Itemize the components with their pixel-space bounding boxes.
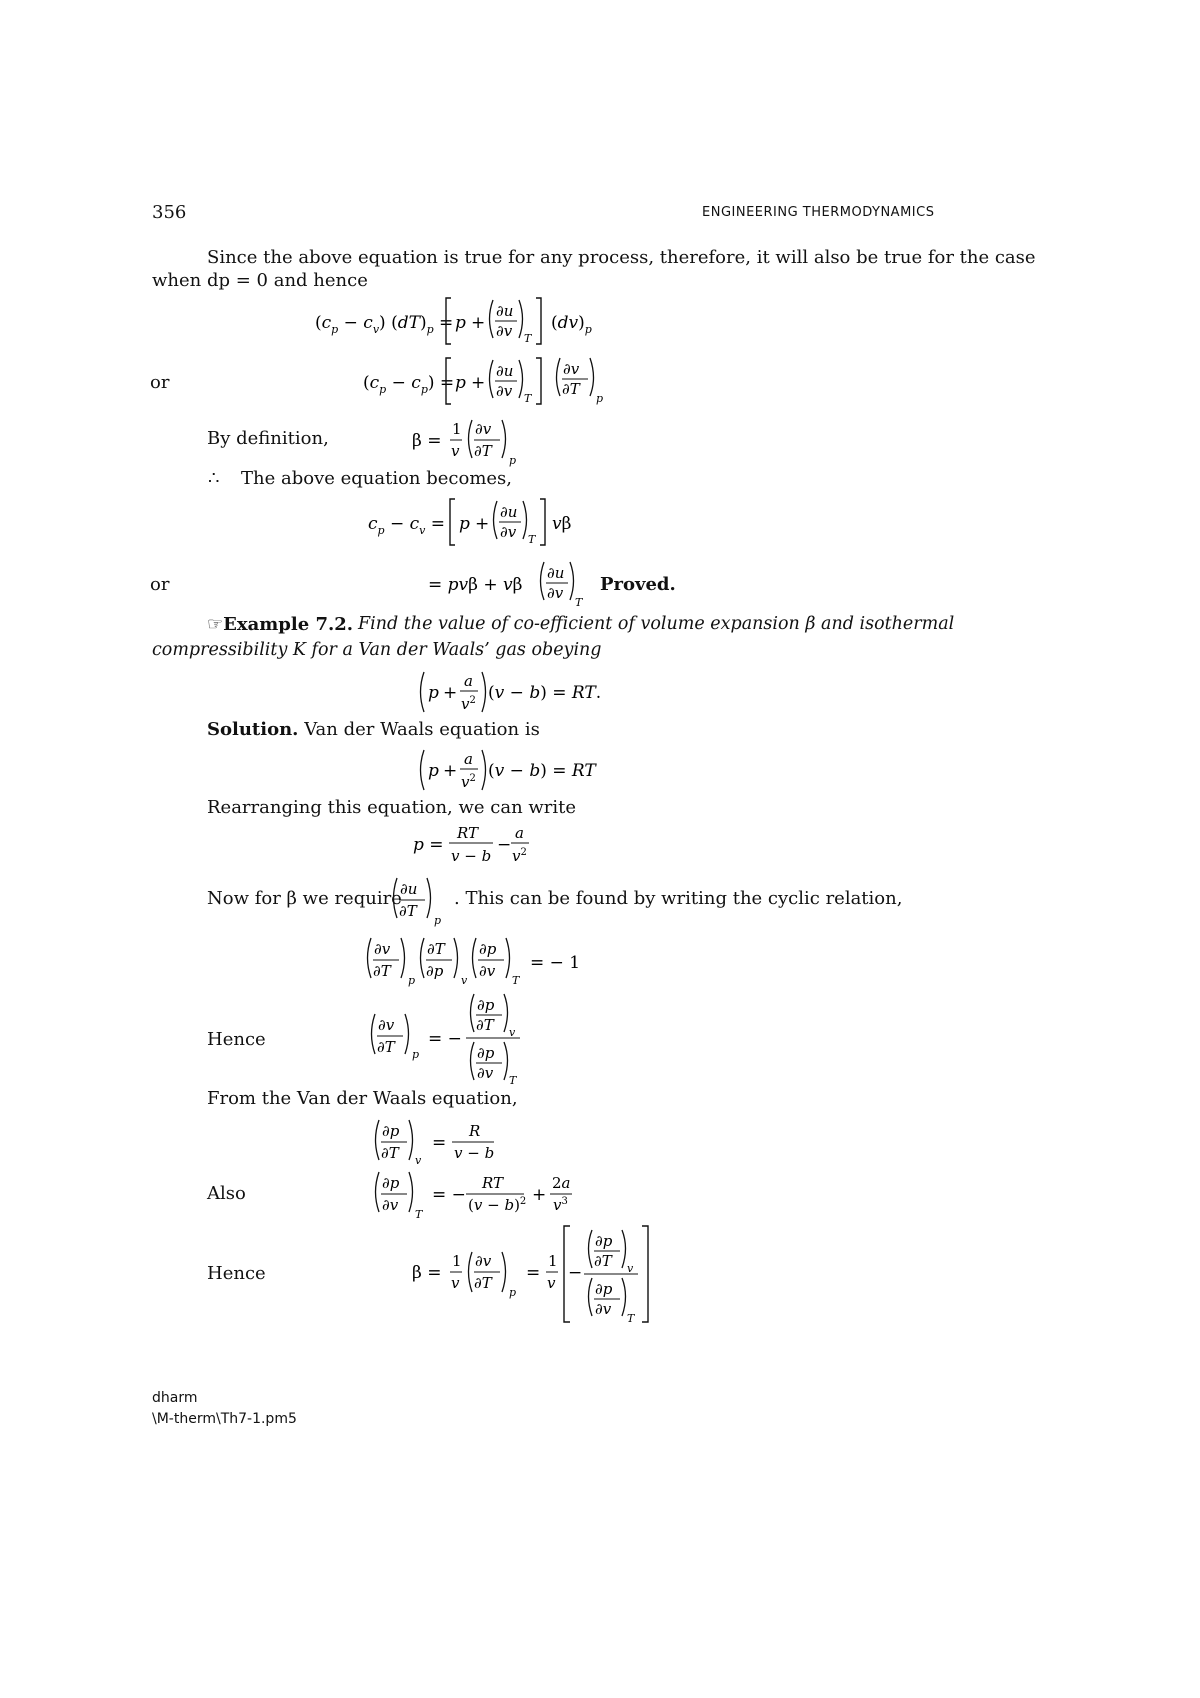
equation-3: [412, 412, 532, 473]
svg-text:∂v: ∂v: [382, 1196, 399, 1214]
intro-line-2: when dp = 0 and hence: [152, 270, 368, 291]
svg-text:∂T: ∂T: [427, 940, 445, 958]
svg-text:1: 1: [452, 1252, 462, 1270]
svg-text:+: +: [443, 683, 458, 703]
equation-10: [368, 990, 538, 1091]
svg-text:∂v: ∂v: [479, 962, 496, 980]
svg-text:(v − b) = RT: (v − b) = RT: [488, 761, 596, 781]
svg-text:∂p: ∂p: [595, 1280, 613, 1298]
svg-text:+: +: [471, 313, 486, 333]
svg-text:∂v: ∂v: [496, 382, 513, 400]
svg-text:RT: RT: [482, 1174, 504, 1192]
svg-text:∂p: ∂p: [477, 996, 495, 1014]
svg-text:v: v: [451, 442, 460, 460]
equation-9: [364, 932, 584, 993]
pointing-hand-icon: ☞: [207, 614, 224, 635]
by-definition-label: By definition,: [207, 428, 329, 449]
svg-text:T: T: [509, 1074, 517, 1086]
svg-text:(dv)p: $(dv)_p$: [551, 313, 592, 336]
svg-text:a: a: [464, 750, 473, 768]
from-vdw-text: From the Van der Waals equation,: [207, 1088, 518, 1109]
now-for-text-2: . This can be found by writing the cyclic relation,: [454, 888, 903, 909]
svg-text:∂p: ∂p: [382, 1122, 400, 1140]
svg-text:cp − cv =: $c_p - c_v$ =: [368, 514, 446, 537]
svg-text:+: +: [475, 514, 490, 534]
svg-text:−: −: [568, 1263, 583, 1283]
equation-5: [428, 554, 598, 615]
footer-line-1: dharm: [152, 1390, 198, 1406]
svg-text:v: v: [451, 1274, 460, 1292]
svg-text:v: v: [461, 974, 468, 987]
svg-text:+: +: [532, 1185, 547, 1205]
svg-text:+: +: [471, 373, 486, 393]
equation-7: [416, 746, 616, 801]
hence-label-2: Hence: [207, 1263, 266, 1284]
svg-text:a: a: [515, 824, 524, 842]
example-heading: [207, 614, 353, 635]
svg-text:= − 1: = − 1: [530, 953, 581, 973]
svg-text:∂p: ∂p: [426, 962, 444, 980]
svg-text:∂T: ∂T: [377, 1038, 395, 1056]
svg-text:∂v: ∂v: [475, 1252, 492, 1270]
svg-text:∂p: ∂p: [595, 1232, 613, 1250]
svg-text:p: p: [596, 392, 604, 405]
svg-text:T: T: [528, 533, 536, 546]
svg-text:T: T: [415, 1208, 423, 1221]
svg-text:∂v: ∂v: [496, 322, 513, 340]
svg-text:∂p: ∂p: [477, 1044, 495, 1062]
svg-text:T: T: [575, 596, 583, 609]
svg-text:∂p: ∂p: [382, 1174, 400, 1192]
svg-text:=: =: [526, 1263, 541, 1283]
now-for-text-1: Now for β we require: [207, 888, 402, 909]
svg-text:∂T: ∂T: [474, 442, 492, 460]
hence-label-1: Hence: [207, 1029, 266, 1050]
solution-line: [207, 719, 540, 740]
becomes-text: The above equation becomes,: [241, 468, 513, 489]
solution-label: Solution.: [207, 719, 299, 740]
svg-text:vβ: vβ: [552, 514, 572, 534]
svg-text:(cp − cv) (dT)p =: $(c_p - c_v) (dT)_p$ =: [315, 313, 454, 336]
svg-text:v2: $v^2$: [461, 695, 476, 713]
svg-text:∂p: ∂p: [479, 940, 497, 958]
svg-text:∂T: ∂T: [562, 380, 580, 398]
svg-text:∂T: ∂T: [594, 1252, 612, 1270]
svg-text:∂T: ∂T: [381, 1144, 399, 1162]
also-label: Also: [207, 1183, 246, 1204]
svg-text:v − b: v − b: [454, 1144, 495, 1162]
equation-12: [372, 1166, 592, 1227]
equation-1: [315, 292, 615, 353]
svg-text:∂v: ∂v: [563, 360, 580, 378]
svg-text:2a: 2a: [552, 1174, 571, 1192]
svg-text:v: v: [415, 1154, 422, 1167]
svg-text:∂u: ∂u: [400, 880, 418, 898]
svg-text:−: −: [497, 835, 512, 855]
example-text-2: compressibility K for a Van der Waals’ gas obeying: [152, 640, 602, 660]
svg-text:T: T: [524, 392, 532, 405]
svg-text:p =: p =: [413, 835, 444, 855]
svg-text:∂v: ∂v: [374, 940, 391, 958]
svg-text:p: p: [455, 313, 466, 333]
proved-label: Proved.: [600, 574, 676, 595]
page-number: 356: [152, 202, 187, 223]
svg-text:∂u: ∂u: [496, 302, 514, 320]
svg-text:v: v: [627, 1262, 634, 1275]
svg-text:β =: β =: [412, 1263, 442, 1283]
equation-2: [363, 352, 623, 417]
svg-text:a: a: [464, 672, 473, 690]
svg-text:p: p: [434, 914, 442, 927]
svg-text:= −: = −: [432, 1185, 466, 1205]
svg-text:(cp − cp) =: $(c_p - c_p)$ =: [363, 373, 455, 396]
solution-text: Van der Waals equation is: [304, 719, 540, 740]
svg-text:v2: $v^2$: [461, 773, 476, 791]
svg-text:T: T: [512, 974, 520, 987]
svg-text:+: +: [443, 761, 458, 781]
svg-text:v2: $v^2$: [512, 847, 527, 865]
now-for-derivative: [390, 872, 450, 933]
svg-text:p: p: [408, 974, 416, 987]
or-label-1: or: [150, 372, 170, 393]
svg-text:(v − b)2: $(v - b)^2$: [468, 1196, 527, 1214]
svg-text:v: v: [547, 1274, 556, 1292]
example-label: Example 7.2.: [223, 614, 354, 635]
svg-text:p: p: [428, 761, 439, 781]
svg-text:1: 1: [548, 1252, 558, 1270]
svg-text:T: T: [524, 332, 532, 345]
svg-text:(v − b) = RT.: (v − b) = RT.: [488, 683, 602, 703]
svg-text:∂v: ∂v: [477, 1064, 494, 1082]
equation-4: [368, 493, 588, 554]
svg-text:p: p: [509, 454, 517, 467]
svg-text:=: =: [432, 1133, 447, 1153]
svg-text:v: v: [509, 1026, 516, 1039]
footer-line-2: \M-therm\Th7-1.pm5: [152, 1411, 297, 1427]
svg-text:p: p: [509, 1286, 517, 1299]
svg-text:∂v: ∂v: [547, 584, 564, 602]
svg-text:∂v: ∂v: [500, 523, 517, 541]
svg-text:= pvβ + vβ: = pvβ + vβ: [428, 575, 523, 595]
svg-text:∂v: ∂v: [595, 1300, 612, 1318]
svg-text:p: p: [428, 683, 439, 703]
svg-text:v − b: v − b: [451, 847, 492, 865]
svg-text:R: R: [469, 1122, 481, 1140]
svg-text:T: T: [627, 1312, 635, 1325]
therefore-symbol: ∴: [208, 468, 220, 489]
svg-text:v3: $v^3$: [553, 1196, 568, 1214]
example-text-1: Find the value of co-efficient of volume expansion β and isothermal: [358, 614, 955, 634]
svg-text:∂u: ∂u: [547, 564, 565, 582]
svg-text:1: 1: [452, 420, 462, 438]
svg-text:∂T: ∂T: [476, 1016, 494, 1034]
svg-text:β =: β =: [412, 431, 442, 451]
or-label-2: or: [150, 574, 170, 595]
svg-text:∂T: ∂T: [474, 1274, 492, 1292]
svg-text:∂u: ∂u: [496, 362, 514, 380]
svg-text:p: p: [455, 373, 466, 393]
svg-text:= −: = −: [428, 1029, 462, 1049]
equation-13: [412, 1222, 662, 1333]
svg-text:∂v: ∂v: [475, 420, 492, 438]
svg-text:∂v: ∂v: [378, 1016, 395, 1034]
intro-line-1: Since the above equation is true for any process, therefore, it will also be true for the case: [207, 247, 1036, 268]
svg-text:∂T: ∂T: [373, 962, 391, 980]
svg-text:p: p: [412, 1048, 420, 1061]
svg-text:RT: RT: [457, 824, 479, 842]
equation-8: [413, 820, 553, 875]
running-title: ENGINEERING THERMODYNAMICS: [702, 205, 935, 220]
svg-text:∂T: ∂T: [399, 902, 417, 920]
svg-text:p: p: [459, 514, 470, 534]
equation-6: [416, 668, 616, 723]
svg-text:∂u: ∂u: [500, 503, 518, 521]
rearranging-text: Rearranging this equation, we can write: [207, 797, 577, 818]
